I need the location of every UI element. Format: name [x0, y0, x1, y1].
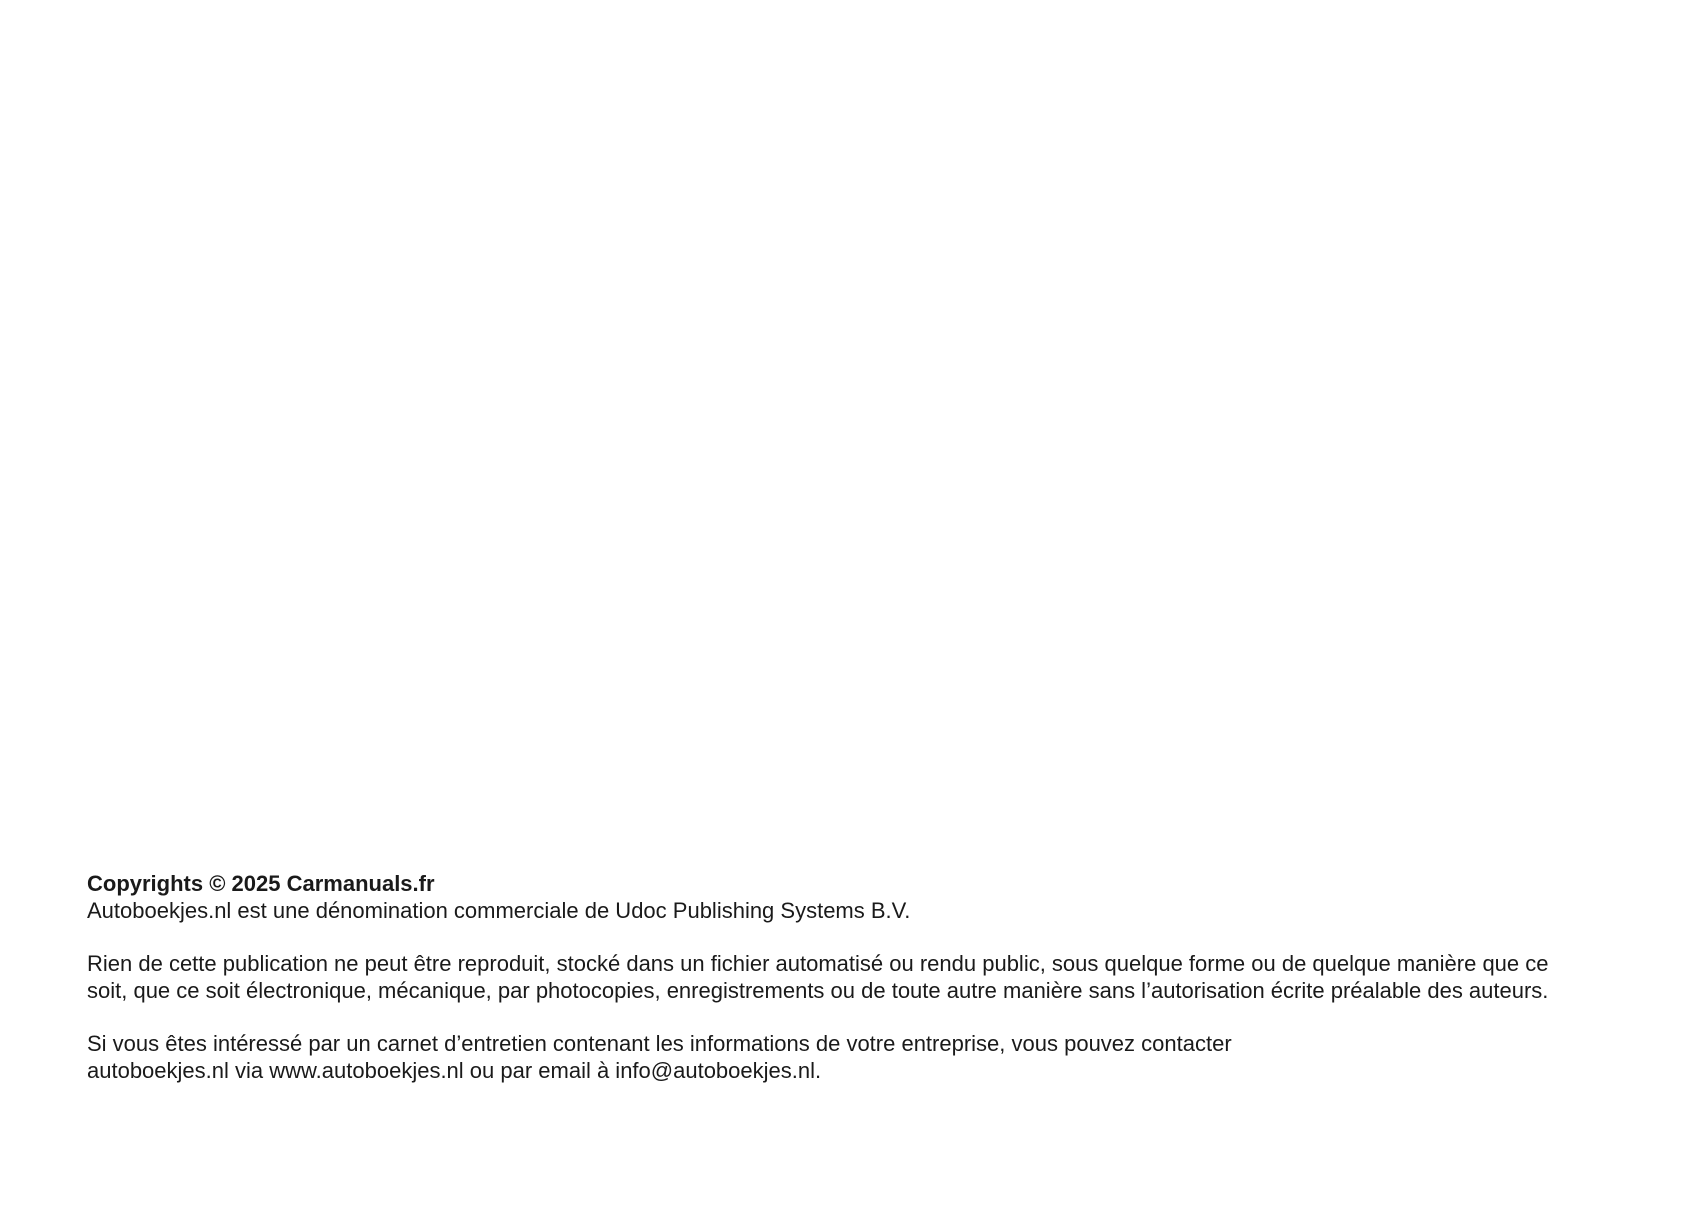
copyright-subtitle: Autoboekjes.nl est une dénomination commerciale de Udoc Publishing Systems B.V. [87, 898, 911, 923]
rights-paragraph [87, 950, 1549, 1004]
rights-paragraph-line-2: soit, que ce soit électronique, mécanique, par photocopies, enregistrements ou de toute autre manière sans l’autorisation écrite préalable des auteurs. [87, 978, 1549, 1003]
rights-paragraph-line-1: Rien de cette publication ne peut être reproduit, stocké dans un fichier automatisé ou rendu public, sous quelque forme ou de quelque manière que ce [87, 951, 1549, 976]
copyright-title: Copyrights © 2025 Carmanuals.fr [87, 871, 435, 896]
copyright-block [87, 870, 1549, 1084]
contact-paragraph [87, 1030, 1549, 1084]
contact-paragraph-line-1: Si vous êtes intéressé par un carnet d’entretien contenant les informations de votre entreprise, vous pouvez contacter [87, 1031, 1232, 1056]
contact-paragraph-line-2: autoboekjes.nl via www.autoboekjes.nl ou par email à info@autoboekjes.nl. [87, 1058, 822, 1083]
